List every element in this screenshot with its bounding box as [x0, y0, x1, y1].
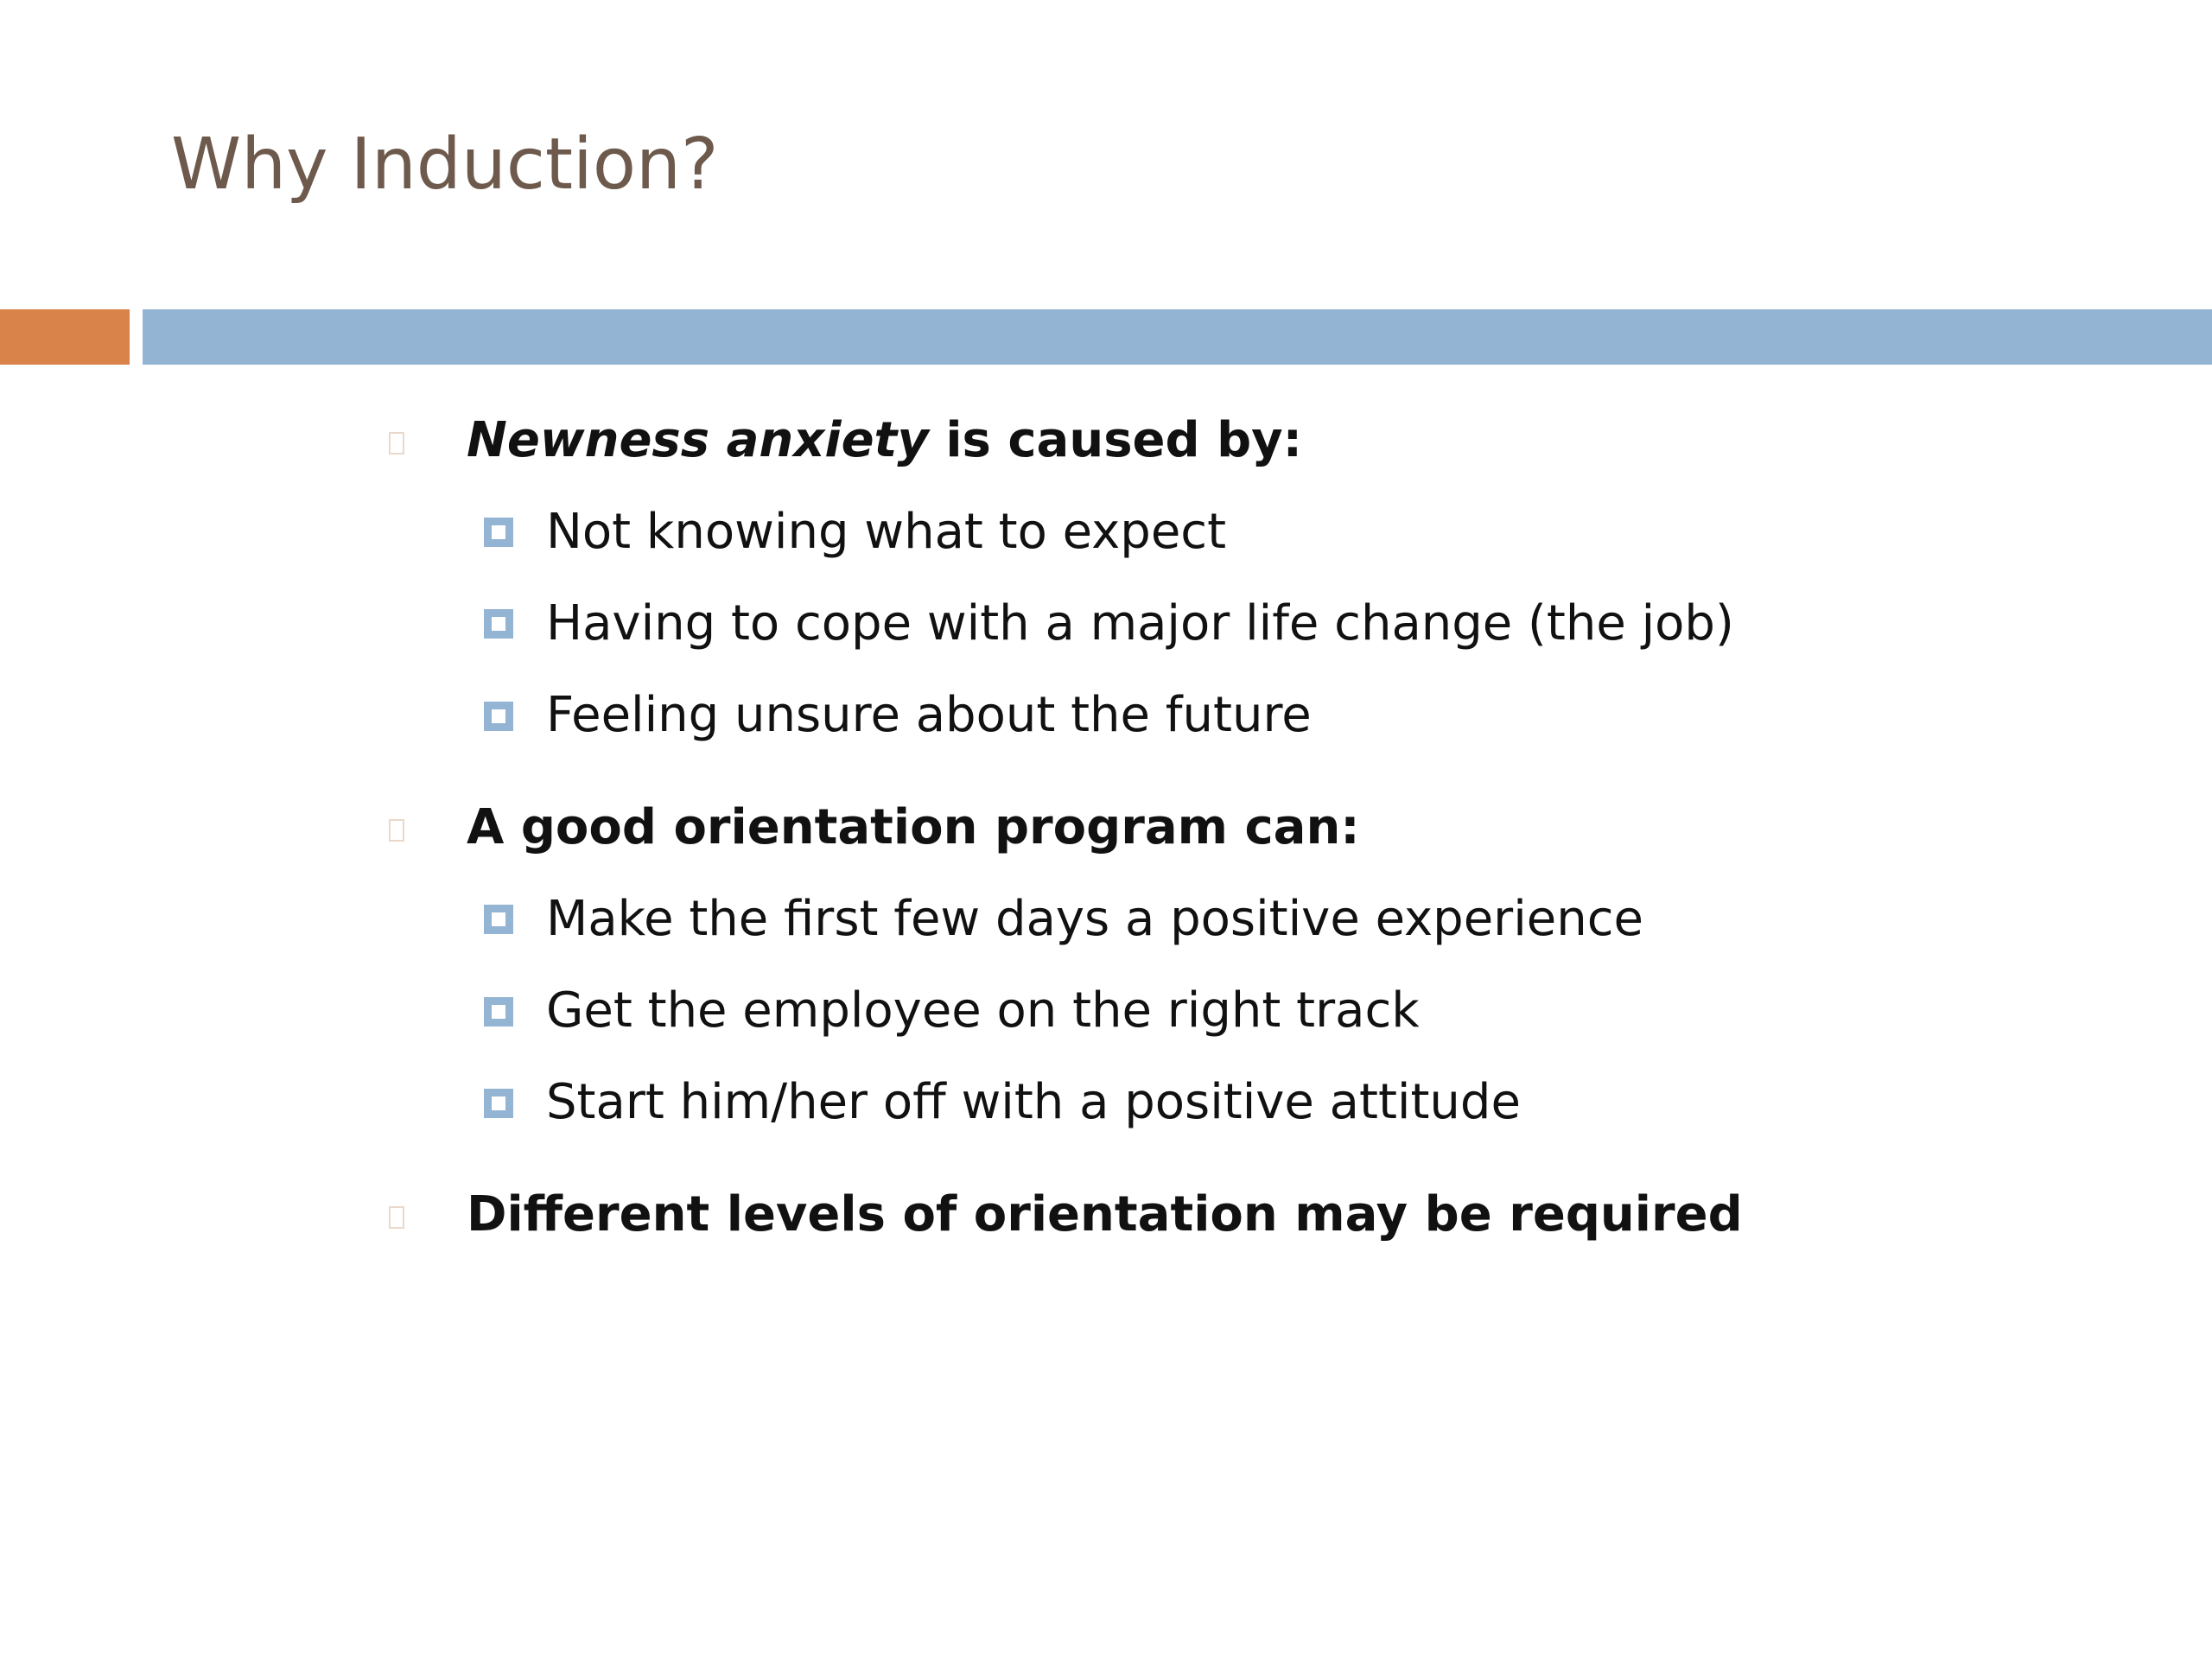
bullet-item: Different levels of orientation may be required: [467, 1186, 1743, 1243]
bullet-emphasis: Newness anxiety: [467, 412, 929, 468]
bullet-marker-icon: [389, 432, 404, 454]
sub-bullet-square-icon: [484, 905, 513, 934]
bullet-text: is caused by:: [928, 412, 1303, 468]
sub-bullet-item: Get the employee on the right track: [546, 982, 1420, 1039]
bullet-item: [467, 412, 1303, 468]
sub-bullet-square-icon: [484, 702, 513, 731]
sub-bullet-item: Make the first few days a positive experience: [546, 891, 1643, 947]
bullet-item: A good orientation program can:: [467, 799, 1360, 855]
sub-bullet-square-icon: [484, 518, 513, 547]
sub-bullet-square-icon: [484, 997, 513, 1027]
sub-bullet-item: Feeling unsure about the future: [546, 687, 1312, 743]
sub-bullet-item: Having to cope with a major life change (the job): [546, 595, 1734, 652]
bullet-marker-icon: [389, 1206, 404, 1229]
sub-bullet-item: Start him/her off with a positive attitude: [546, 1074, 1521, 1130]
sub-bullet-square-icon: [484, 609, 513, 639]
sub-bullet-item: Not knowing what to expect: [546, 504, 1227, 560]
slide-title: Why Induction?: [171, 124, 719, 206]
bullet-marker-icon: [389, 819, 404, 842]
sub-bullet-square-icon: [484, 1089, 513, 1118]
